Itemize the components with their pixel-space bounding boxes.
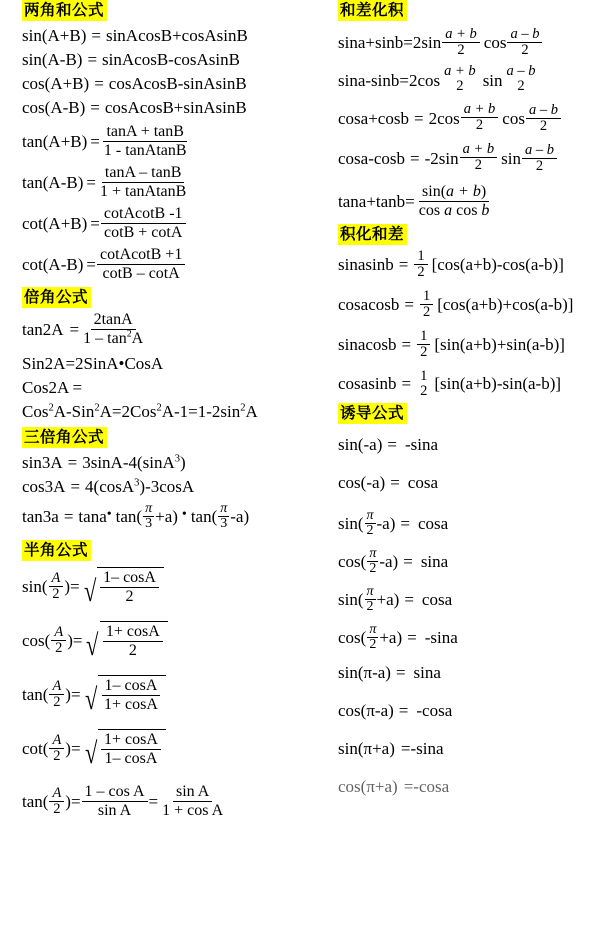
heading-label: 三倍角公式 bbox=[22, 427, 107, 448]
heading-label: 和差化积 bbox=[338, 0, 407, 21]
formula-mid: cos bbox=[502, 108, 525, 128]
fraction-numerator: a – b bbox=[506, 63, 536, 79]
fraction bbox=[460, 142, 498, 173]
fraction-denominator: 1 + tanAtanB bbox=[99, 183, 187, 200]
fraction bbox=[97, 246, 185, 283]
formula-text: $Cos^2A-Sin^2A=2Cos^2A-1=1-2\sin^2A$ bbox=[22, 402, 258, 421]
formula-mid: cos bbox=[483, 32, 507, 52]
fraction-pi-over-2 bbox=[367, 623, 378, 652]
equals-sign: = bbox=[403, 777, 414, 796]
section-heading-double-angle bbox=[22, 287, 322, 308]
formula-lhs: sinacosb bbox=[338, 334, 397, 354]
formula-coefficient: -2sin bbox=[424, 148, 459, 168]
fraction-numerator: 1– cosA bbox=[102, 677, 161, 696]
equals-sign: = bbox=[90, 213, 100, 233]
fraction-numerator: a + b bbox=[444, 63, 476, 79]
formula-cosa-cosb bbox=[338, 289, 600, 320]
fraction bbox=[101, 123, 190, 160]
heading-label: 诱导公式 bbox=[338, 403, 407, 424]
section-heading-half-angle bbox=[22, 540, 322, 561]
formula-sin-2a bbox=[22, 352, 322, 375]
fraction-numerator: a + b bbox=[442, 27, 480, 43]
formula-cos-neg-a bbox=[338, 471, 600, 494]
formula-tan-3a bbox=[22, 502, 322, 531]
fraction-denominator: 2 bbox=[417, 264, 425, 280]
formula-cos-pi-minus-a bbox=[338, 699, 600, 722]
function-close: +a) bbox=[379, 627, 403, 647]
den-pre: 1 – tan bbox=[83, 330, 127, 347]
fraction-denominator: 2 bbox=[422, 304, 431, 320]
formula-lhs: tan(A-B) bbox=[22, 172, 84, 192]
fraction-a-over-2 bbox=[49, 786, 64, 817]
fraction bbox=[504, 64, 539, 94]
function-name: sin( bbox=[338, 513, 364, 533]
fraction-numerator: A bbox=[49, 786, 64, 802]
formula-cosa-minus-cosb bbox=[338, 140, 600, 174]
fraction-denominator: 2 bbox=[53, 694, 61, 710]
formula-cosa-sinb bbox=[338, 369, 600, 399]
fraction-denominator: sin A bbox=[97, 802, 132, 819]
formula-lhs: cosasinb bbox=[338, 374, 397, 393]
fraction-denominator: 2 bbox=[420, 383, 428, 399]
fraction-numerator: π bbox=[369, 546, 377, 561]
formula-rhs: [sin(a+b)+sin(a-b)] bbox=[434, 334, 565, 354]
fraction-numerator: 1+ cosA bbox=[101, 731, 161, 750]
equals-sign: = bbox=[400, 739, 411, 758]
formula-rhs: -sina bbox=[410, 739, 444, 758]
formula-lhs: cos(-a) bbox=[338, 473, 386, 492]
formula-lhs: sin(A-B) bbox=[22, 50, 83, 69]
equals-sign: = bbox=[70, 477, 81, 496]
formula-cos-pi-half-minus-a bbox=[338, 547, 600, 576]
function-close: )= bbox=[64, 576, 80, 596]
fraction bbox=[522, 143, 557, 174]
formula-coefficient: 2cos bbox=[428, 108, 460, 128]
fraction-denominator: 2 bbox=[366, 599, 374, 614]
section-heading-product-to-sum bbox=[338, 224, 600, 245]
formula-rhs: -sina bbox=[404, 435, 439, 454]
fraction-a-over-2 bbox=[49, 733, 64, 764]
fraction bbox=[100, 569, 159, 606]
formula-sin-half-a bbox=[22, 567, 322, 606]
term2-pre: tan( bbox=[115, 506, 143, 526]
equals-sign: = bbox=[87, 50, 98, 69]
formula-mid: sin bbox=[482, 70, 503, 90]
function-name: sin( bbox=[338, 589, 364, 609]
heading-label: 两角和公式 bbox=[22, 0, 107, 21]
fraction bbox=[80, 311, 146, 348]
formula-cos-pi-half-plus-a bbox=[338, 623, 600, 652]
section-heading-induction bbox=[338, 403, 600, 424]
radical-body bbox=[98, 675, 166, 714]
fraction-pi-over-2 bbox=[365, 585, 376, 614]
fraction-denominator: cotB – cotA bbox=[102, 265, 180, 282]
left-column bbox=[22, 0, 322, 821]
radical-body bbox=[97, 567, 164, 606]
formula-rhs: cosa bbox=[407, 473, 439, 492]
formula-lhs: sina+sinb=2sin bbox=[338, 32, 442, 52]
fraction bbox=[441, 64, 479, 94]
fraction-denominator bbox=[80, 330, 146, 348]
equals-sign: = bbox=[401, 334, 412, 354]
formula-sin-pi-minus-a bbox=[338, 661, 600, 684]
formula-sin-a-minus-b bbox=[22, 48, 322, 71]
fraction-denominator: 1– cosA bbox=[104, 750, 158, 767]
formula-sin-3a bbox=[22, 451, 322, 474]
fraction-numerator: 2tanA bbox=[91, 311, 136, 330]
rhs-pre: 3sinA-4(sinA bbox=[82, 453, 175, 472]
fraction-denominator: 2 bbox=[128, 642, 137, 659]
formula-lhs: sin(π+a) bbox=[338, 739, 395, 758]
fraction-numerator: a – b bbox=[507, 27, 542, 43]
formula-cot-a-minus-b bbox=[22, 246, 322, 283]
fraction-denominator: 2 bbox=[53, 801, 61, 817]
rhs-post: ) bbox=[180, 453, 186, 472]
formula-cos-a-plus-b bbox=[22, 72, 322, 95]
function-close: -a) bbox=[376, 513, 396, 533]
fraction-denominator: 2 bbox=[474, 156, 483, 173]
formula-sina-sinb bbox=[338, 249, 600, 280]
equals-sign: = bbox=[407, 627, 417, 647]
fraction-denominator: 2 bbox=[535, 158, 544, 174]
formula-tan-half-a-alt bbox=[22, 783, 322, 820]
formula-sin-pi-plus-a bbox=[338, 737, 600, 760]
fraction-numerator: 1 bbox=[420, 289, 433, 305]
fraction bbox=[97, 164, 189, 201]
fraction-denominator: 2 bbox=[369, 561, 377, 576]
fraction-denominator: cos a cos b bbox=[418, 202, 490, 219]
fraction-pi-over-2 bbox=[367, 547, 378, 576]
formula-tan-a-minus-b bbox=[22, 164, 322, 201]
formula-cos-a-minus-b bbox=[22, 96, 322, 119]
fraction-numerator: A bbox=[49, 679, 64, 695]
multiplication-dot: • bbox=[106, 506, 112, 522]
fraction bbox=[82, 783, 148, 820]
formula-lhs: sina-sinb=2cos bbox=[338, 70, 441, 90]
formula-text: Sin2A=2SinA•CosA bbox=[22, 354, 164, 373]
formula-lhs: cosacosb bbox=[338, 294, 400, 314]
formula-rhs: sinAcosB-cosAsinB bbox=[102, 50, 240, 69]
fraction-denominator: 2 bbox=[475, 116, 484, 133]
fraction-denominator: 3 bbox=[145, 516, 153, 531]
formula-text: Cos2A = bbox=[22, 378, 83, 397]
section-heading-sum-to-product bbox=[338, 0, 600, 21]
equals-sign: = bbox=[404, 294, 414, 314]
formula-lhs: cosa-cosb bbox=[338, 148, 406, 168]
equals-sign: = bbox=[69, 319, 80, 339]
formula-mid: sin bbox=[501, 148, 522, 168]
formula-rhs bbox=[85, 475, 194, 498]
fraction-numerator: a – b bbox=[522, 143, 557, 159]
equals-sign: = bbox=[390, 473, 400, 492]
fraction-numerator: a + b bbox=[461, 102, 499, 118]
formula-tan-2a bbox=[22, 311, 322, 348]
term3-pre: tan( bbox=[190, 506, 218, 526]
radical bbox=[82, 567, 164, 606]
fraction bbox=[101, 677, 161, 714]
den-exponent: 2 bbox=[126, 328, 132, 340]
formula-rhs: [sin(a+b)-sin(a-b)] bbox=[434, 374, 562, 393]
equals-sign: = bbox=[410, 148, 420, 168]
fraction-numerator: sin A bbox=[173, 783, 212, 802]
formula-tan-half-a bbox=[22, 675, 322, 714]
formula-cos-2a-expansion bbox=[22, 400, 322, 423]
fraction-denominator: 2 bbox=[53, 748, 61, 764]
function-name: cos( bbox=[22, 630, 51, 650]
term2-post: +a) bbox=[155, 506, 178, 526]
fraction-pi-over-3 bbox=[218, 502, 229, 531]
formula-sina-plus-sinb bbox=[338, 27, 600, 58]
fraction-numerator: A bbox=[49, 571, 64, 587]
formula-lhs: cosa+cosb bbox=[338, 108, 409, 128]
formula-cos-pi-plus-a bbox=[338, 775, 600, 798]
radical-body bbox=[100, 621, 168, 660]
heading-label: 积化和差 bbox=[338, 224, 407, 245]
radical-sign: √ bbox=[86, 629, 99, 662]
section-heading-triple-angle bbox=[22, 427, 322, 448]
fraction-numerator: 1 – cos A bbox=[82, 783, 148, 802]
fraction-denominator: 1 - tanAtanB bbox=[103, 142, 187, 159]
fraction-numerator: 1 bbox=[417, 329, 430, 345]
fraction bbox=[416, 183, 493, 220]
function-name: cos( bbox=[338, 627, 367, 647]
fraction-numerator: a – b bbox=[526, 103, 561, 119]
formula-sina-minus-sinb bbox=[338, 63, 600, 94]
function-close: )= bbox=[65, 684, 81, 704]
fraction-denominator: 2 bbox=[457, 42, 465, 58]
right-column bbox=[338, 0, 600, 799]
equals-sign: = bbox=[67, 453, 78, 472]
fraction-one-half bbox=[420, 289, 433, 320]
formula-cos-2a-label bbox=[22, 376, 322, 399]
fraction-one-half bbox=[417, 369, 430, 399]
rhs-exponent: 3 bbox=[174, 453, 181, 465]
formula-rhs: cosa bbox=[421, 589, 453, 609]
fraction-numerator: π bbox=[220, 501, 228, 516]
fraction-a-over-2 bbox=[49, 571, 64, 602]
heading-label: 半角公式 bbox=[22, 540, 91, 561]
equals-sign: = bbox=[401, 374, 412, 393]
fraction-denominator: 1 + cos A bbox=[162, 802, 224, 819]
formula-lhs: sin(π-a) bbox=[338, 663, 391, 682]
function-name: sin( bbox=[22, 576, 48, 596]
formula-sin-pi-half-minus-a bbox=[338, 509, 600, 538]
fraction-numerator: a + b bbox=[460, 142, 498, 158]
formula-cosa-plus-cosb bbox=[338, 100, 600, 134]
fraction-pi-over-3 bbox=[143, 502, 154, 531]
equals-sign: = bbox=[413, 108, 424, 128]
fraction-one-half bbox=[414, 249, 427, 280]
fraction-numerator: cotAcotB +1 bbox=[97, 246, 185, 265]
fraction-numerator: A bbox=[49, 733, 64, 749]
fraction-numerator: cotAcotB -1 bbox=[101, 205, 186, 224]
formula-lhs: tan3a bbox=[22, 506, 59, 526]
fraction-denominator: 2 bbox=[369, 637, 377, 652]
fraction-numerator: π bbox=[145, 501, 153, 516]
equals-sign: = bbox=[86, 172, 96, 192]
fraction bbox=[159, 783, 226, 820]
formula-rhs bbox=[82, 451, 186, 474]
function-close: -a) bbox=[379, 551, 399, 571]
fraction-numerator: π bbox=[366, 584, 374, 599]
formula-cot-half-a bbox=[22, 729, 322, 768]
formula-lhs: cos(π+a) bbox=[338, 777, 398, 796]
formula-rhs: -cosa bbox=[413, 777, 450, 796]
formula-cos-half-a bbox=[22, 621, 322, 660]
fraction bbox=[101, 205, 186, 242]
fraction bbox=[507, 27, 542, 58]
fraction-numerator: tanA + tanB bbox=[103, 123, 186, 142]
formula-lhs: sinasinb bbox=[338, 254, 394, 274]
fraction-numerator: sin(a + b) bbox=[419, 183, 489, 202]
fraction-denominator: 3 bbox=[220, 516, 228, 531]
function-close: )= bbox=[67, 630, 83, 650]
equals-sign: = bbox=[91, 26, 101, 45]
radical bbox=[83, 729, 166, 768]
formula-lhs: tana+tanb= bbox=[338, 191, 415, 211]
fraction-denominator: 1+ cosA bbox=[104, 696, 158, 713]
formula-lhs: cot(A-B) bbox=[22, 254, 84, 274]
equals-sign: = bbox=[403, 551, 413, 571]
equals-sign: = bbox=[90, 98, 100, 117]
formula-lhs: cot(A+B) bbox=[22, 213, 88, 233]
equals-sign: = bbox=[63, 506, 74, 526]
formula-cos-3a bbox=[22, 475, 322, 498]
fraction bbox=[442, 27, 480, 58]
formula-rhs: cosAcosB-sinAsinB bbox=[108, 74, 247, 93]
equals-sign: = bbox=[400, 513, 410, 533]
radical bbox=[83, 675, 166, 714]
fraction-numerator: tanA – tanB bbox=[102, 164, 184, 183]
radical-sign: √ bbox=[84, 683, 97, 716]
fraction-numerator: 1+ cosA bbox=[103, 623, 163, 642]
fraction-denominator: 2 bbox=[539, 118, 548, 134]
formula-rhs: sina bbox=[413, 663, 441, 682]
formula-lhs: cos(A+B) bbox=[22, 74, 90, 93]
equals-sign: = bbox=[148, 791, 159, 811]
rhs-post: )-3cosA bbox=[139, 477, 195, 496]
function-close: +a) bbox=[376, 589, 400, 609]
fraction-denominator: 2 bbox=[521, 42, 529, 58]
equals-sign: = bbox=[90, 131, 100, 151]
formula-sina-cosb bbox=[338, 329, 600, 360]
fraction-numerator: 1– cosA bbox=[100, 569, 159, 588]
formula-rhs: cosa bbox=[417, 513, 449, 533]
fraction-denominator: 2 bbox=[517, 78, 525, 94]
fraction bbox=[461, 102, 499, 133]
formula-rhs: sinAcosB+cosAsinB bbox=[105, 26, 248, 45]
fraction-numerator: A bbox=[51, 625, 66, 641]
formula-cot-a-plus-b bbox=[22, 205, 322, 242]
radical-sign: √ bbox=[83, 575, 97, 608]
formula-sin-pi-half-plus-a bbox=[338, 585, 600, 614]
equals-sign: = bbox=[398, 701, 409, 720]
formula-rhs: -sina bbox=[424, 627, 458, 647]
fraction-numerator: π bbox=[366, 508, 374, 523]
fraction-denominator: 2 bbox=[52, 586, 60, 602]
formula-rhs: sina bbox=[420, 551, 449, 571]
fraction-a-over-2 bbox=[49, 679, 64, 710]
rhs-exponent: 3 bbox=[134, 477, 140, 489]
function-name: cos( bbox=[338, 551, 367, 571]
term3-post: -a) bbox=[230, 506, 250, 526]
multiplication-dot: • bbox=[181, 506, 187, 522]
formula-rhs: -cosa bbox=[416, 701, 453, 720]
formula-sin-a-plus-b bbox=[22, 24, 322, 47]
formula-lhs: cos(A-B) bbox=[22, 98, 86, 117]
formula-lhs: sin3A bbox=[22, 453, 63, 472]
fraction-numerator: π bbox=[369, 622, 377, 637]
fraction bbox=[103, 623, 163, 660]
radical-body bbox=[98, 729, 166, 768]
radical bbox=[84, 621, 167, 660]
formula-lhs: tan2A bbox=[22, 319, 64, 339]
fraction bbox=[526, 103, 561, 134]
equals-sign: = bbox=[94, 74, 104, 93]
equals-sign: = bbox=[86, 254, 96, 274]
equals-sign: = bbox=[404, 589, 414, 609]
section-heading-sum-formulas bbox=[22, 0, 322, 21]
equals-sign: = bbox=[398, 254, 409, 274]
den-post: A bbox=[131, 330, 144, 347]
term-tana: tana bbox=[78, 506, 107, 526]
formula-rhs: cosAcosB+sinAsinB bbox=[104, 98, 247, 117]
formula-tan-a-plus-b bbox=[22, 123, 322, 160]
formula-lhs: cos3A bbox=[22, 477, 66, 496]
fraction-denominator: 2 bbox=[456, 78, 464, 94]
fraction-denominator: 2 bbox=[420, 344, 428, 360]
rhs-pre: 4(cosA bbox=[85, 477, 135, 496]
fraction-denominator: cotB + cotA bbox=[104, 224, 183, 241]
formula-rhs: [cos(a+b)+cos(a-b)] bbox=[437, 294, 574, 314]
fraction-denominator: 2 bbox=[55, 640, 63, 656]
fraction-one-half bbox=[417, 329, 430, 360]
function-name: tan( bbox=[22, 684, 49, 704]
formula-lhs: cos(π-a) bbox=[338, 701, 394, 720]
fraction bbox=[101, 731, 161, 768]
formula-rhs: [cos(a+b)-cos(a-b)] bbox=[431, 254, 564, 274]
formula-sin-neg-a bbox=[338, 433, 600, 456]
fraction-denominator: 2 bbox=[125, 588, 134, 605]
function-close: )= bbox=[65, 738, 81, 758]
fraction-denominator: 2 bbox=[366, 523, 374, 538]
function-name: tan( bbox=[22, 791, 49, 811]
formula-lhs: sin(-a) bbox=[338, 435, 383, 454]
fraction-pi-over-2 bbox=[365, 509, 376, 538]
function-close: )= bbox=[65, 791, 81, 811]
equals-sign: = bbox=[395, 663, 406, 682]
heading-label: 倍角公式 bbox=[22, 287, 91, 308]
formula-lhs: sin(A+B) bbox=[22, 26, 87, 45]
function-name: cot( bbox=[22, 738, 49, 758]
radical-sign: √ bbox=[84, 737, 97, 770]
fraction-numerator: 1 bbox=[420, 368, 428, 384]
formula-tana-plus-tanb bbox=[338, 183, 600, 220]
formula-lhs: tan(A+B) bbox=[22, 131, 88, 151]
equals-sign: = bbox=[387, 435, 397, 454]
fraction-a-over-2 bbox=[51, 625, 66, 656]
fraction-numerator: 1 bbox=[414, 249, 427, 265]
